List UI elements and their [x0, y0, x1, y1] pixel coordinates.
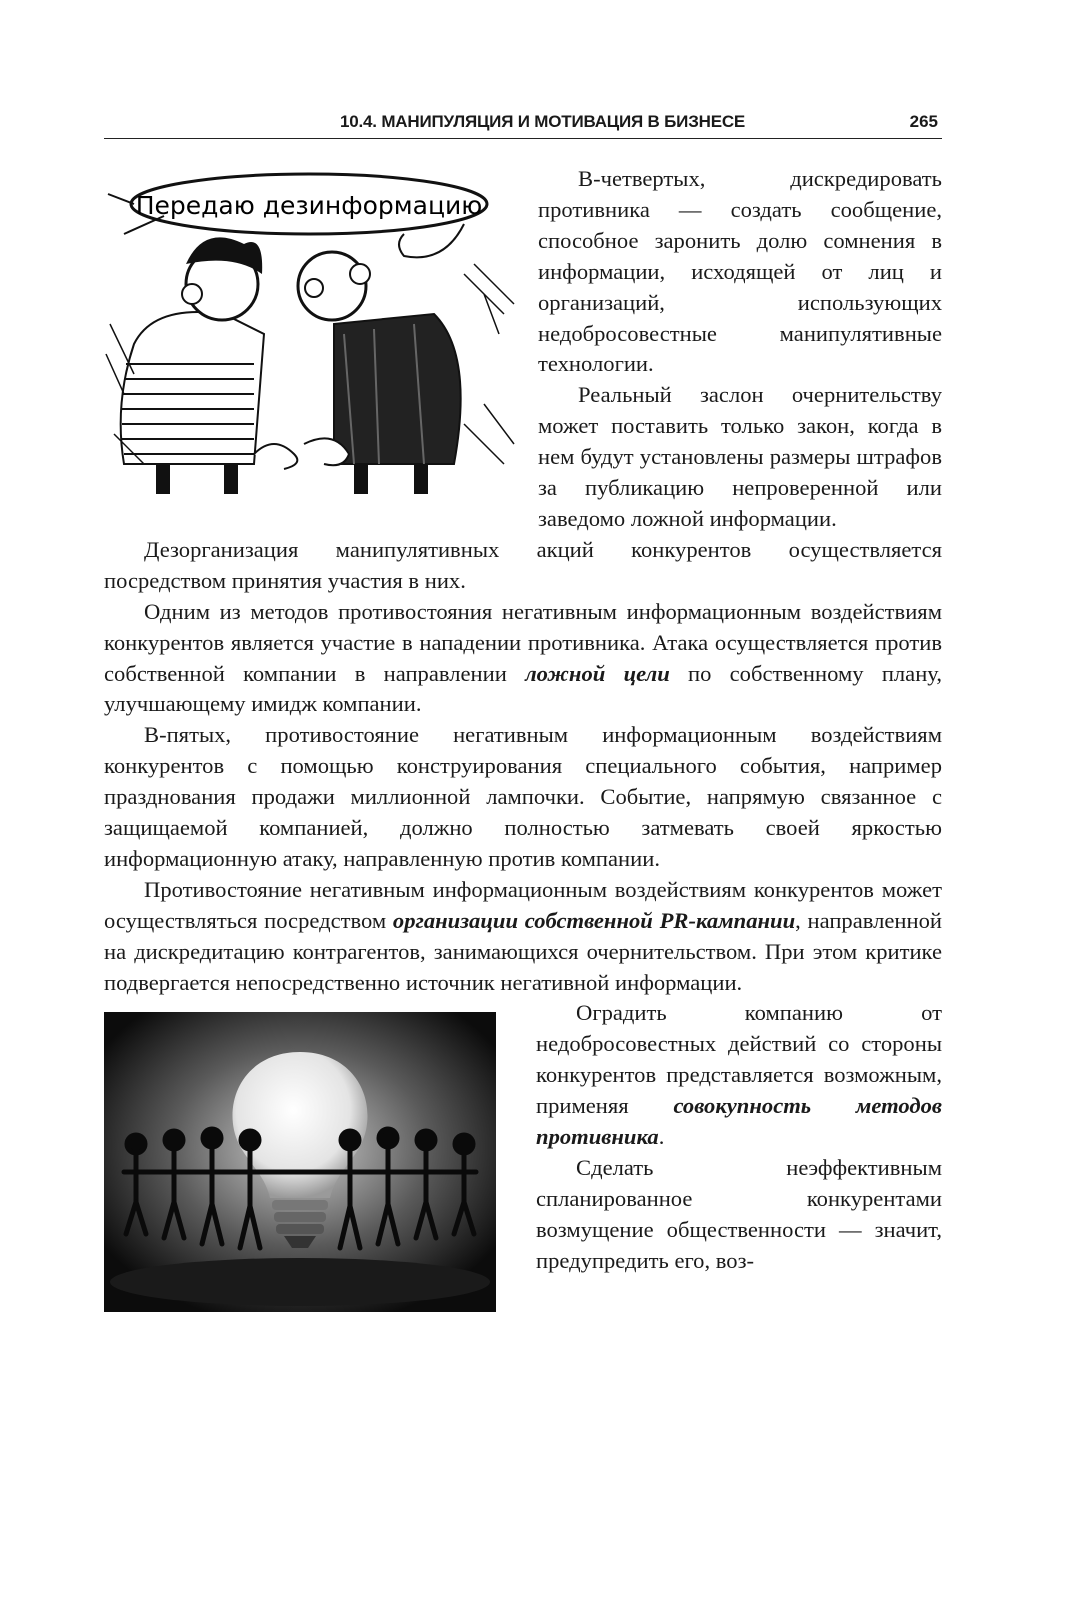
paragraph: Одним из методов противостояния негативным информационным воздействиям конкурентов является участие в нападении противника. Атака осуществляется против собственной компании в направлении ложной цели по собственному плану, улучшающему имидж компании. — [104, 598, 942, 717]
page-number: 265 — [909, 112, 938, 131]
emphasis: совокупность методов противника — [536, 1093, 942, 1150]
running-header — [104, 112, 942, 139]
cartoon-illustration — [104, 164, 524, 500]
paragraph: Дезорганизация манипулятивных акций конкурентов осуществляется посредством принятия участия в них. — [104, 536, 942, 593]
speech-bubble-text: Передаю дезинформацию — [135, 191, 483, 220]
paragraph: В-пятых, противостояние негативным информационным воздействиям конкурентов с помощью конструирования специального события, например празднования продажи миллионной лампочки. Событие, напрямую связанное с защищаемой компанией, должно полностью затмевать своей яркостью информационную атаку, направленную против компании. — [104, 722, 942, 871]
page-body — [104, 164, 942, 1316]
paragraph: Оградить компанию от недобросовестных действий со стороны конкурентов представляется возможным, применяя совокупность методов противника. — [536, 1000, 942, 1150]
paragraph: Сделать неэффективным спланированное конкурентами возмущение общественности — значит, предупредить его, воз- — [536, 1155, 942, 1273]
paragraph: В-четвертых, дискредировать противника — создать сообщение, способное заронить долю сомнения в информации, исходящей от лиц и организаций, использующих недобросовестные манипулятивные технологии. — [538, 166, 942, 377]
emphasis: организации собственной PR-кампании — [392, 907, 796, 933]
paragraph: Реальный заслон очернительству может поставить только закон, когда в нем будут установлены размеры штрафов за публикацию непроверенной или заведомо ложной информации. — [538, 382, 942, 531]
section-title: 10.4. МАНИПУЛЯЦИЯ И МОТИВАЦИЯ В БИЗНЕСЕ — [340, 112, 746, 131]
emphasis: ложной цели — [525, 660, 670, 686]
paragraph: Противостояние негативным информационным воздействиям конкурентов может осуществляться посредством организации собственной PR-кампании, направленной на дискредитацию контрагентов, занимающихся очернительством. При этом критике подвергается непосредственно источник негативной информации. — [104, 876, 942, 995]
lightbulb-illustration — [104, 1012, 496, 1312]
